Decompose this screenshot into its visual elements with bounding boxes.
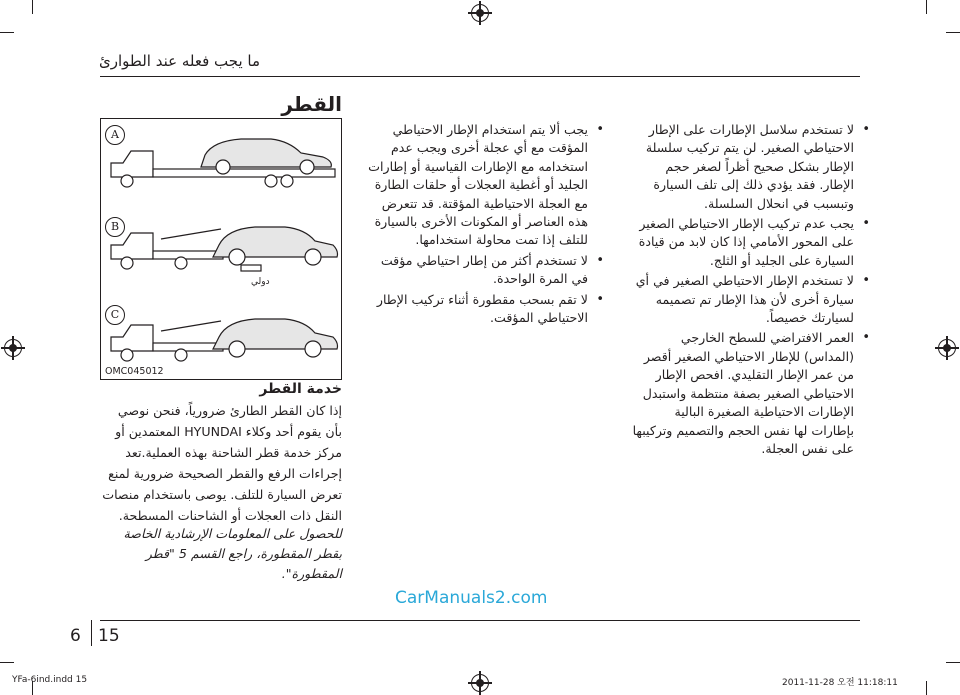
crop-mark [926,0,927,14]
flatbed-truck-a [111,139,335,187]
section-title: القطر [281,92,342,116]
registration-mark-icon [471,674,489,692]
towing-service-paragraph: إذا كان القطر الطارئ ضرورياً، فنحن نوصي بأن يقوم أحد وكلاء HYUNDAI المعتمدين أو مركز خدمة قطر الشاحنة بهذه العملية.تعد إجراءات الرفع والقطر الصحيحة ضرورية لمنع تعرض السيارة للتلف. يوصى باستخدام منصات النقل ذات العجلات أو الشاحنات المسطحة. [102,403,342,523]
footer-divider [100,620,860,621]
list-item: • لا تستخدم سلاسل الإطارات على الإطار الاحتياطي الصغير. لن يتم تركيب سلسلة الإطار بشكل صحيح أظراً لصغر حجم الإطار. فقد يؤدي ذلك إلى تلف السيارة وتبسبب في انحلال السلسلة. [628,121,870,213]
page-number-divider [91,620,92,646]
wheel-lift-truck-b [111,227,338,271]
flatbed-truck-c [111,319,338,361]
middle-column-bullets [362,121,604,329]
figure-label-c: C [105,305,125,325]
towing-service-title: خدمة القطر [259,381,342,397]
page-section-number: 6 [70,626,81,646]
list-item: • لا تستخدم أكثر من إطار احتياطي مؤقت في المرة الواحدة. [362,252,604,289]
crop-mark [0,32,14,33]
header-divider [100,76,860,77]
crop-mark [946,662,960,663]
list-item: • لا تقم بسحب مقطورة أثناء تركيب الإطار الاحتياطي المؤقت. [362,291,604,328]
figure-label-a: A [105,125,125,145]
dolly-label: دولي [251,277,270,287]
crop-mark [0,662,14,663]
crop-mark [946,32,960,33]
page-number: 15 [98,626,120,646]
chapter-header-title: ما يجب فعله عند الطوارئ [99,52,260,70]
towing-illustration [101,119,341,379]
registration-mark-icon [471,4,489,22]
left-column-bullets [628,121,870,460]
watermark-link[interactable]: CarManuals2.com [395,588,548,608]
figure-label-b: B [105,217,125,237]
imprint-filename: YFa-6ind.indd 15 [12,675,88,685]
list-item: • لا تستخدم الإطار الاحتياطي الصغير في أي سيارة أخرى لأن هذا الإطار تم تصميمه لسيارتك خصيصاً. [628,272,870,327]
registration-mark-icon [4,339,22,357]
list-item: • يجب ألا يتم استخدام الإطار الاحتياطي المؤقت مع أي عجلة أخرى ويجب عدم استخدامه مع الإطارات القياسية أو إطارات الجليد أو أغطية العجلات أو حلقات الطارة مع العجلة الاحتياطية المؤقتة. قد تتعرض هذه العناصر أو المكونات الأخرى بالسيارة للتلف إذا تمت محاولة استخدامها. [362,121,604,250]
crop-mark [926,681,927,695]
registration-mark-icon [938,339,956,357]
towing-methods-figure [100,118,342,380]
imprint-timestamp: 2011-11-28 오전 11:18:11 [782,678,898,688]
towing-service-note: للحصول على المعلومات الإرشادية الخاصة بقطر المقطورة، راجع القسم 5 "قطر المقطورة". [123,526,342,581]
list-item: • العمر الافتراضي للسطح الخارجي (المداس) للإطار الاحتياطي الصغير أقصر من عمر الإطار التقليدي. افحص الإطار الاحتياطي الصغير بصفة منتظمة واستبدل الإطارات الاحتياطية الصغيرة البالية بإطارات لها نفس الحجم والتصميم وتركيبها على نفس العجلة. [628,329,870,458]
crop-mark [32,0,33,14]
list-item: • يجب عدم تركيب الإطار الاحتياطي الصغير على المحور الأمامي إذا كان لابد من قيادة السيارة على الجليد أو الثلج. [628,215,870,270]
figure-code: OMC045012 [105,366,164,377]
